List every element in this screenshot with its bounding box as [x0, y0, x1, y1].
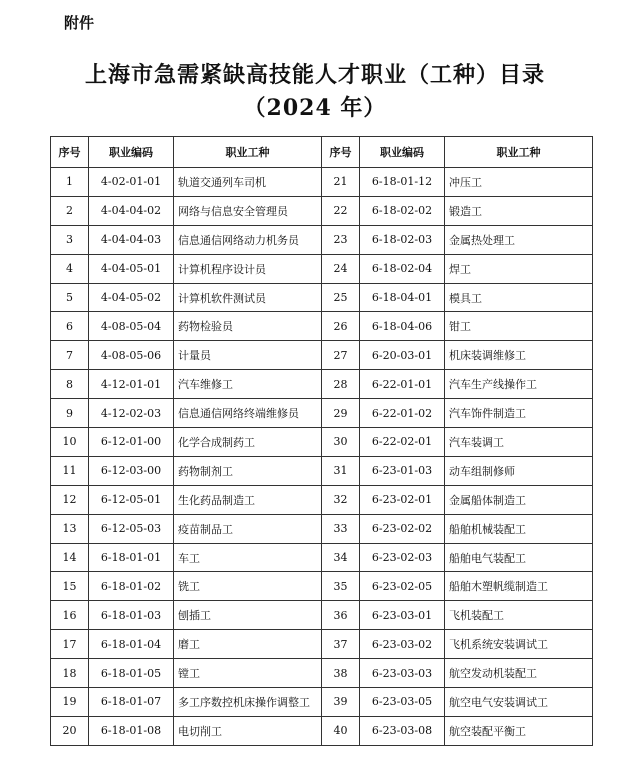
table-row — [51, 254, 593, 283]
cell-code: 6-23-02-03 — [360, 543, 445, 572]
cell-code: 4-04-05-02 — [89, 283, 174, 312]
table-row — [51, 514, 593, 543]
table-row — [51, 716, 593, 745]
cell-occupation: 金属热处理工 — [445, 225, 593, 254]
cell-occupation: 动车组制修师 — [445, 456, 593, 485]
cell-index: 7 — [51, 341, 89, 370]
cell-occupation: 信息通信网络终端维修员 — [174, 399, 322, 428]
cell-code: 6-18-01-01 — [89, 543, 174, 572]
cell-index: 22 — [322, 196, 360, 225]
cell-occupation: 飞机装配工 — [445, 601, 593, 630]
cell-index: 27 — [322, 341, 360, 370]
cell-occupation: 计量员 — [174, 341, 322, 370]
cell-index: 33 — [322, 514, 360, 543]
cell-occupation: 航空装配平衡工 — [445, 716, 593, 745]
table-row — [51, 196, 593, 225]
cell-occupation: 网络与信息安全管理员 — [174, 196, 322, 225]
cell-occupation: 锻造工 — [445, 196, 593, 225]
table-header-row — [51, 137, 593, 168]
cell-code: 6-18-01-04 — [89, 630, 174, 659]
cell-occupation: 计算机软件测试员 — [174, 283, 322, 312]
cell-index: 4 — [51, 254, 89, 283]
column-header-code: 职业编码 — [89, 137, 174, 168]
cell-index: 17 — [51, 630, 89, 659]
cell-index: 16 — [51, 601, 89, 630]
cell-occupation: 化学合成制药工 — [174, 428, 322, 457]
column-header-index-2: 序号 — [322, 137, 360, 168]
cell-code: 6-18-01-08 — [89, 716, 174, 745]
table-row — [51, 283, 593, 312]
column-header-occupation: 职业工种 — [174, 137, 322, 168]
cell-occupation: 汽车饰件制造工 — [445, 399, 593, 428]
cell-code: 6-22-02-01 — [360, 428, 445, 457]
cell-code: 4-02-01-01 — [89, 168, 174, 197]
cell-index: 5 — [51, 283, 89, 312]
cell-occupation: 机床装调维修工 — [445, 341, 593, 370]
table-row — [51, 370, 593, 399]
cell-code: 6-22-01-01 — [360, 370, 445, 399]
cell-occupation: 船舶机械装配工 — [445, 514, 593, 543]
cell-code: 6-12-05-01 — [89, 485, 174, 514]
cell-occupation: 汽车维修工 — [174, 370, 322, 399]
cell-index: 29 — [322, 399, 360, 428]
cell-code: 6-23-03-08 — [360, 716, 445, 745]
column-header-occupation-2: 职业工种 — [445, 137, 593, 168]
cell-code: 6-18-04-01 — [360, 283, 445, 312]
cell-index: 36 — [322, 601, 360, 630]
cell-code: 6-18-02-04 — [360, 254, 445, 283]
cell-index: 10 — [51, 428, 89, 457]
cell-occupation: 冲压工 — [445, 168, 593, 197]
table-body — [51, 168, 593, 746]
cell-index: 25 — [322, 283, 360, 312]
cell-code: 6-12-03-00 — [89, 456, 174, 485]
table-row — [51, 225, 593, 254]
cell-occupation: 信息通信网络动力机务员 — [174, 225, 322, 254]
cell-index: 11 — [51, 456, 89, 485]
cell-occupation: 汽车生产线操作工 — [445, 370, 593, 399]
cell-code: 6-12-01-00 — [89, 428, 174, 457]
cell-code: 4-12-01-01 — [89, 370, 174, 399]
cell-occupation: 船舶木塑帆缆制造工 — [445, 572, 593, 601]
cell-occupation: 计算机程序设计员 — [174, 254, 322, 283]
cell-index: 13 — [51, 514, 89, 543]
cell-code: 6-18-04-06 — [360, 312, 445, 341]
cell-occupation: 飞机系统安装调试工 — [445, 630, 593, 659]
cell-occupation: 药物制剂工 — [174, 456, 322, 485]
cell-code: 4-08-05-04 — [89, 312, 174, 341]
table-row — [51, 399, 593, 428]
cell-index: 21 — [322, 168, 360, 197]
cell-index: 14 — [51, 543, 89, 572]
cell-index: 31 — [322, 456, 360, 485]
cell-index: 32 — [322, 485, 360, 514]
cell-index: 24 — [322, 254, 360, 283]
cell-code: 6-23-02-05 — [360, 572, 445, 601]
cell-occupation: 轨道交通列车司机 — [174, 168, 322, 197]
cell-code: 6-18-01-12 — [360, 168, 445, 197]
cell-code: 6-20-03-01 — [360, 341, 445, 370]
cell-occupation: 车工 — [174, 543, 322, 572]
cell-code: 4-12-02-03 — [89, 399, 174, 428]
cell-occupation: 刨插工 — [174, 601, 322, 630]
cell-code: 6-22-01-02 — [360, 399, 445, 428]
cell-index: 30 — [322, 428, 360, 457]
cell-index: 6 — [51, 312, 89, 341]
cell-occupation: 镗工 — [174, 659, 322, 688]
table-row — [51, 543, 593, 572]
cell-occupation: 汽车装调工 — [445, 428, 593, 457]
cell-code: 4-08-05-06 — [89, 341, 174, 370]
cell-occupation: 航空发动机装配工 — [445, 659, 593, 688]
cell-code: 6-18-01-03 — [89, 601, 174, 630]
table-row — [51, 601, 593, 630]
cell-index: 1 — [51, 168, 89, 197]
cell-occupation: 药物检验员 — [174, 312, 322, 341]
cell-index: 40 — [322, 716, 360, 745]
table-row — [51, 341, 593, 370]
cell-occupation: 生化药品制造工 — [174, 485, 322, 514]
table-row — [51, 688, 593, 717]
table-row — [51, 485, 593, 514]
occupation-table — [50, 136, 593, 746]
cell-occupation: 铣工 — [174, 572, 322, 601]
cell-code: 4-04-05-01 — [89, 254, 174, 283]
table-row — [51, 659, 593, 688]
column-header-code-2: 职业编码 — [360, 137, 445, 168]
cell-index: 19 — [51, 688, 89, 717]
cell-index: 23 — [322, 225, 360, 254]
cell-code: 6-18-01-02 — [89, 572, 174, 601]
cell-occupation: 多工序数控机床操作调整工 — [174, 688, 322, 717]
cell-code: 4-04-04-03 — [89, 225, 174, 254]
attachment-label: 附件 — [64, 14, 95, 32]
cell-index: 12 — [51, 485, 89, 514]
cell-index: 28 — [322, 370, 360, 399]
cell-code: 4-04-04-02 — [89, 196, 174, 225]
table-row — [51, 312, 593, 341]
table-row — [51, 572, 593, 601]
cell-code: 6-23-03-05 — [360, 688, 445, 717]
cell-code: 6-18-01-07 — [89, 688, 174, 717]
cell-index: 2 — [51, 196, 89, 225]
cell-code: 6-12-05-03 — [89, 514, 174, 543]
cell-occupation: 金属船体制造工 — [445, 485, 593, 514]
cell-index: 18 — [51, 659, 89, 688]
document-title: 上海市急需紧缺高技能人才职业（工种）目录 — [84, 62, 545, 88]
cell-occupation: 航空电气安装调试工 — [445, 688, 593, 717]
cell-index: 20 — [51, 716, 89, 745]
cell-occupation: 模具工 — [445, 283, 593, 312]
table-row — [51, 630, 593, 659]
cell-index: 9 — [51, 399, 89, 428]
table-row — [51, 168, 593, 197]
cell-code: 6-18-02-02 — [360, 196, 445, 225]
table-row — [51, 428, 593, 457]
cell-occupation: 钳工 — [445, 312, 593, 341]
column-header-index: 序号 — [51, 137, 89, 168]
cell-occupation: 磨工 — [174, 630, 322, 659]
cell-code: 6-23-03-02 — [360, 630, 445, 659]
cell-code: 6-18-02-03 — [360, 225, 445, 254]
cell-code: 6-23-01-03 — [360, 456, 445, 485]
cell-index: 26 — [322, 312, 360, 341]
cell-occupation: 焊工 — [445, 254, 593, 283]
cell-code: 6-18-01-05 — [89, 659, 174, 688]
cell-occupation: 疫苗制品工 — [174, 514, 322, 543]
cell-index: 37 — [322, 630, 360, 659]
cell-index: 3 — [51, 225, 89, 254]
cell-index: 8 — [51, 370, 89, 399]
cell-index: 39 — [322, 688, 360, 717]
cell-code: 6-23-02-01 — [360, 485, 445, 514]
cell-index: 35 — [322, 572, 360, 601]
cell-occupation: 船舶电气装配工 — [445, 543, 593, 572]
cell-occupation: 电切削工 — [174, 716, 322, 745]
cell-index: 34 — [322, 543, 360, 572]
table-row — [51, 456, 593, 485]
cell-code: 6-23-03-01 — [360, 601, 445, 630]
cell-index: 38 — [322, 659, 360, 688]
cell-code: 6-23-02-02 — [360, 514, 445, 543]
cell-index: 15 — [51, 572, 89, 601]
document-subtitle-year: （2024 年） — [243, 95, 387, 121]
cell-code: 6-23-03-03 — [360, 659, 445, 688]
